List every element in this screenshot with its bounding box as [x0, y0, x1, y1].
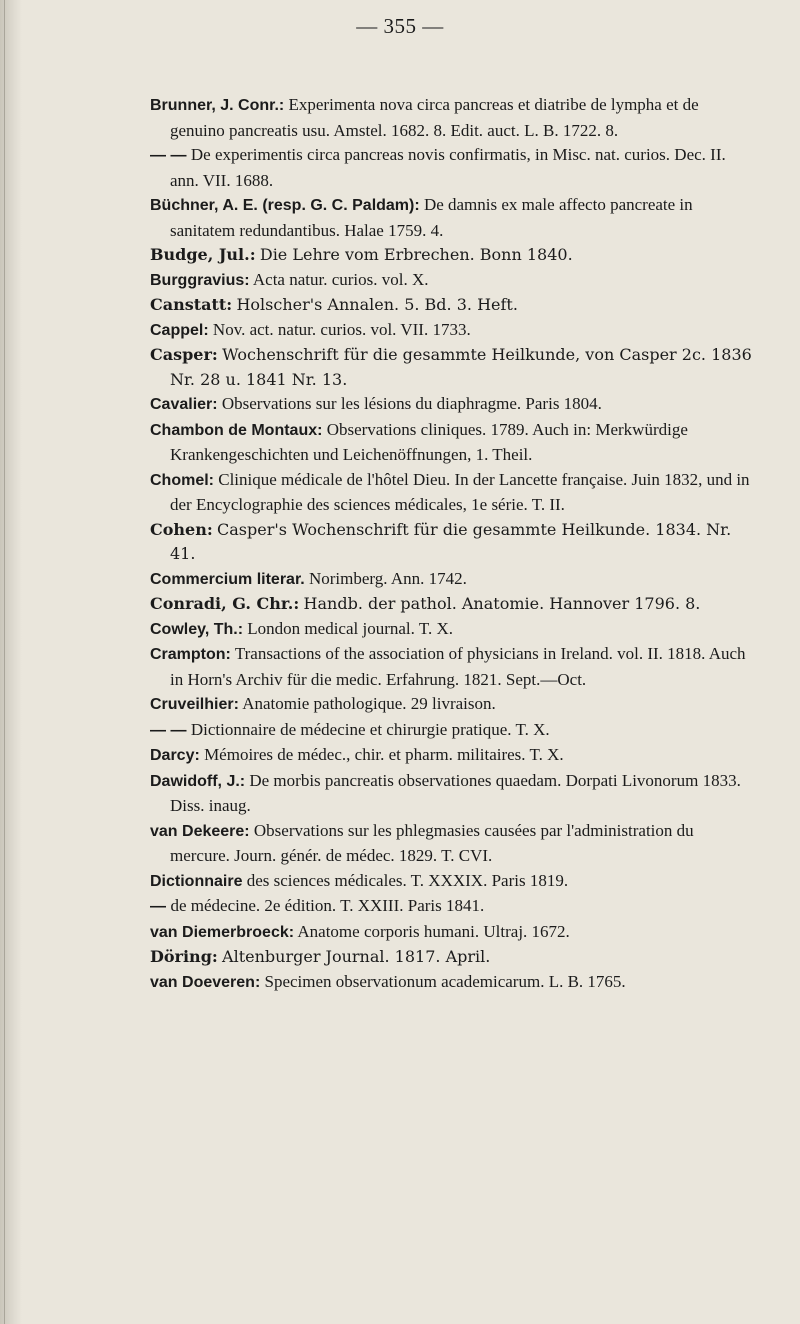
bibliography-entry	[150, 920, 755, 946]
bibliography-entry	[150, 468, 755, 518]
bibliography-entry	[150, 692, 755, 718]
entry-text: Transactions of the association of physicians in Ireland. vol. II. 1818. Auch in Horn's Archiv für die medic. Erfahrung. 1821. Sept.—Oct.	[170, 644, 746, 689]
bibliography-entry	[150, 243, 755, 268]
page-number: — 355 —	[356, 14, 444, 38]
entry-author: — —	[150, 147, 191, 164]
bibliography-entry	[150, 869, 755, 895]
entry-text: Anatomie pathologique. 29 livraison.	[242, 694, 496, 713]
bibliography-entry	[150, 392, 755, 418]
bibliography-entry	[150, 945, 755, 970]
bibliography-entry	[150, 268, 755, 294]
bibliography-entry	[150, 518, 755, 567]
entry-text: Nov. act. natur. curios. vol. VII. 1733.	[212, 319, 471, 339]
entry-text: Clinique médicale de l'hôtel Dieu. In der Lancette française. Juin 1832, und in der Encyclographie des sciences médicales, 1e série. T. II.	[170, 469, 750, 514]
bibliography-entry	[150, 642, 755, 692]
bibliography-entry	[150, 293, 755, 318]
entry-text: Dictionnaire de médecine et chirurgie pratique. T. X.	[190, 719, 550, 739]
entry-author: —	[150, 898, 171, 915]
entry-author: Büchner, A. E. (resp. G. C. Paldam):	[150, 197, 420, 214]
entry-author: Dictionnaire	[150, 872, 243, 890]
entry-author: Crampton:	[150, 646, 231, 663]
entry-text: Die Lehre vom Erbrechen. Bonn 1840.	[259, 245, 573, 264]
entry-text: Anatome corporis humani. Ultraj. 1672.	[297, 921, 570, 941]
bibliography-entry	[150, 617, 755, 643]
entry-text: Specimen observationum academicarum. L. B. 1765.	[264, 971, 626, 991]
entry-text: De damnis ex male affecto pancreate in sanitatem redundantibus. Halae 1759. 4.	[170, 195, 693, 240]
entry-text: Observations cliniques. 1789. Auch in: Merkwürdige Krankengeschichten und Leichenöffnungen, 1. Theil.	[170, 419, 688, 464]
entry-text: Handb. der pathol. Anatomie. Hannover 1796. 8.	[303, 594, 701, 613]
bibliography-entry	[150, 894, 755, 920]
entry-author: Döring:	[150, 947, 218, 966]
entry-author: Chambon de Montaux:	[150, 421, 323, 439]
entry-author: Cohen:	[150, 519, 213, 539]
entry-author: Darcy:	[150, 747, 200, 764]
entry-author: Conradi, G. Chr.:	[150, 594, 300, 613]
bibliography-entry	[150, 193, 755, 243]
entry-author: van Doeveren:	[150, 973, 261, 991]
entry-text: Acta natur. curios. vol. X.	[252, 269, 429, 289]
entry-text: De morbis pancreatis observationes quaedam. Dorpati Livonorum 1833. Diss. inaug.	[170, 770, 741, 815]
entry-author: Commercium literar.	[150, 570, 305, 588]
entry-text: de médecine. 2e édition. T. XXIII. Paris 1841.	[170, 896, 485, 915]
bibliography-entry	[150, 418, 755, 468]
entry-author: Cappel:	[150, 321, 209, 339]
entry-author: Budge, Jul.:	[150, 245, 256, 264]
bibliography-entry	[150, 769, 755, 819]
entry-author: Dawidoff, J.:	[150, 772, 246, 790]
entry-author: van Diemerbroeck:	[150, 923, 295, 941]
entry-text: Altenburger Journal. 1817. April.	[222, 947, 491, 966]
page-binding-edge	[0, 0, 22, 1324]
entry-author: Casper:	[150, 345, 218, 364]
entry-author: Canstatt:	[150, 295, 233, 314]
bibliography-entry	[150, 567, 755, 593]
bibliography-list	[150, 93, 755, 995]
entry-text: Holscher's Annalen. 5. Bd. 3. Heft.	[236, 295, 518, 314]
bibliography-entry	[150, 743, 755, 769]
entry-author: van Dekeere:	[150, 822, 250, 840]
entry-text: London medical journal. T. X.	[247, 618, 453, 638]
entry-text: Observations sur les lésions du diaphragme. Paris 1804.	[221, 394, 602, 413]
entry-author: Cowley, Th.:	[150, 620, 244, 638]
bibliography-entry	[150, 318, 755, 344]
entry-author: Chomel:	[150, 471, 214, 489]
entry-text: Experimenta nova circa pancreas et diatribe de lympha et de genuino pancreatis usu. Amstel. 1682. 8. Edit. auct. L. B. 1722. 8.	[170, 95, 699, 140]
bibliography-entry	[150, 592, 755, 617]
entry-author: Cruveilhier:	[150, 696, 239, 713]
entry-author: Cavalier:	[150, 396, 218, 413]
bibliography-entry	[150, 819, 755, 869]
entry-author: Burggravius:	[150, 271, 250, 289]
bibliography-entry	[150, 970, 755, 996]
entry-author: — —	[150, 721, 191, 739]
entry-text: Casper's Wochenschrift für die gesammte Heilkunde. 1834. Nr. 41.	[170, 519, 732, 563]
entry-text: Observations sur les phlegmasies causées par l'administration du mercure. Journ. génér. de médec. 1829. T. CVI.	[170, 820, 694, 865]
bibliography-entry	[150, 718, 755, 744]
entry-author: Brunner, J. Conr.:	[150, 97, 285, 114]
entry-text: des sciences médicales. T. XXXIX. Paris 1819.	[246, 870, 569, 890]
entry-text: Norimberg. Ann. 1742.	[308, 568, 467, 588]
bibliography-entry	[150, 343, 755, 392]
entry-text: Wochenschrift für die gesammte Heilkunde, von Casper 2c. 1836 Nr. 28 u. 1841 Nr. 13.	[170, 345, 752, 389]
entry-text: Mémoires de médec., chir. et pharm. militaires. T. X.	[204, 745, 564, 764]
bibliography-entry	[150, 93, 755, 143]
entry-text: De experimentis circa pancreas novis confirmatis, in Misc. nat. curios. Dec. II. ann. VII. 1688.	[170, 145, 726, 190]
bibliography-entry	[150, 143, 755, 193]
